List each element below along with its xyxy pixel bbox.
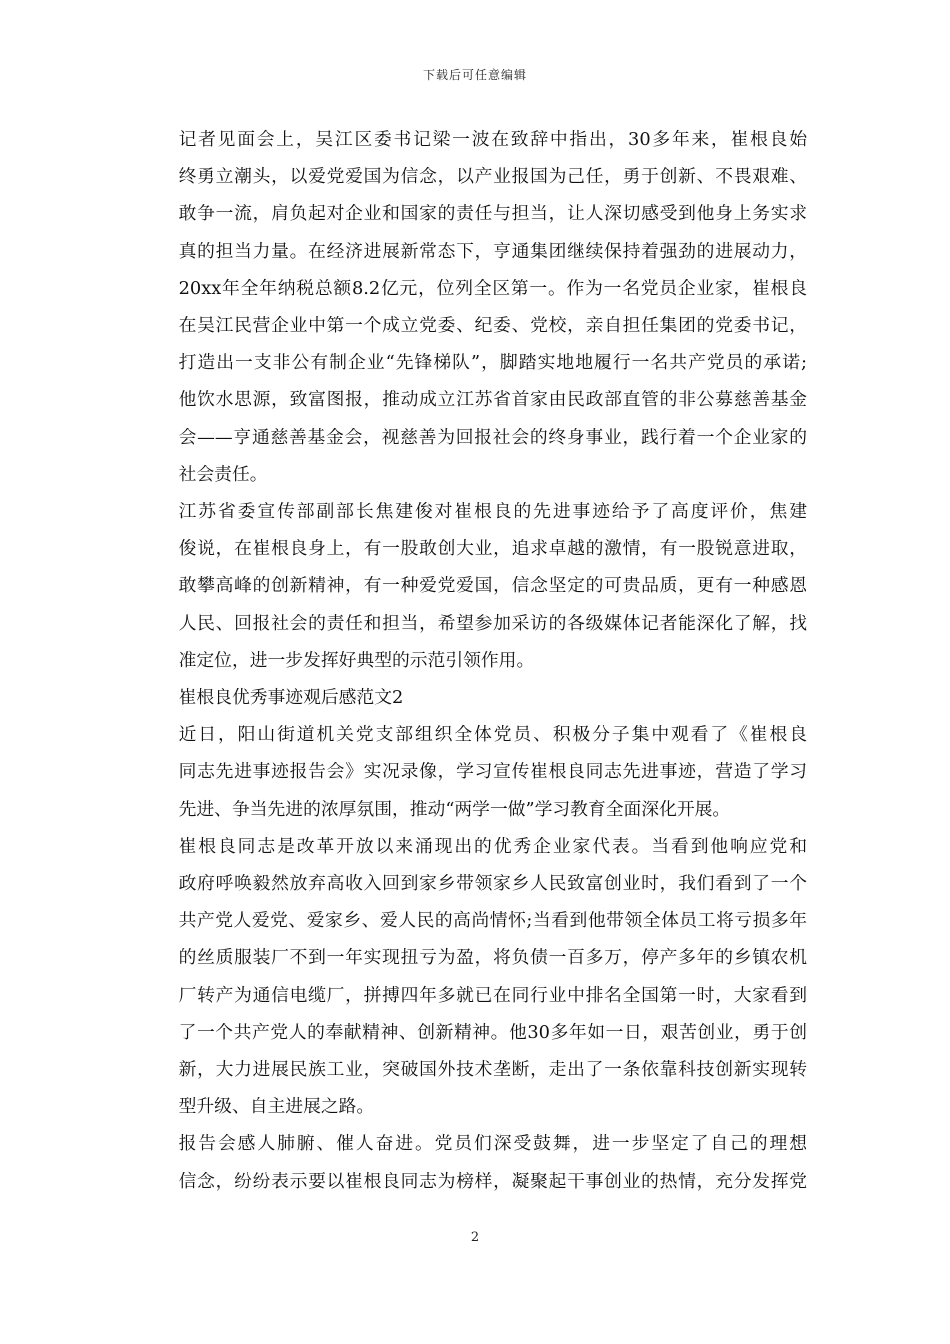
text-line: 打造出一支非公有制企业“先锋梯队”，脚踏实地地履行一名共产党员的承诺; — [178, 352, 807, 374]
section-heading — [143, 679, 807, 716]
text-line: 同志先进事迹报告会》实况录像，学习宣传崔根良同志先进事迹，营造了学习 — [178, 761, 807, 783]
text-line: 20xx年全年纳税总额8.2亿元，位列全区第一。作为一名党员企业家，崔根良 — [178, 277, 807, 299]
document-body — [143, 121, 807, 1200]
text-line: 人民、回报社会的责任和担当，希望参加采访的各级媒体记者能深化了解，找 — [178, 612, 807, 634]
text-line: 报告会感人肺腑、催人奋进。党员们深受鼓舞，进一步坚定了自己的理想 — [178, 1133, 807, 1155]
text-line: 了一个共产党人的奉献精神、创新精神。他30多年如一日，艰苦创业，勇于创 — [178, 1021, 807, 1043]
text-line: 终勇立潮头，以爱党爱国为信念，以产业报国为己任，勇于创新、不畏艰难、 — [178, 166, 807, 188]
text-line: 会——亨通慈善基金会，视慈善为回报社会的终身事业，践行着一个企业家的 — [178, 426, 807, 448]
text-line: 社会责任。 — [178, 463, 268, 485]
text-line: 真的担当力量。在经济进展新常态下，亨通集团继续保持着强劲的进展动力， — [178, 240, 807, 262]
text-line: 共产党人爱党、爱家乡、爱人民的高尚情怀;当看到他带领全体员工将亏损多年 — [178, 910, 807, 932]
text-line: 新，大力进展民族工业，突破国外技术垄断，走出了一条依靠科技创新实现转 — [178, 1059, 807, 1081]
text-line: 型升级、自主进展之路。 — [178, 1096, 375, 1118]
paragraph-1 — [143, 121, 807, 493]
paragraph-4 — [143, 828, 807, 1126]
text-line: 俊说，在崔根良身上，有一股敢创大业，追求卓越的激情，有一股锐意进取， — [178, 538, 807, 560]
text-line: 先进、争当先进的浓厚氛围，推动“两学一做”学习教育全面深化开展。 — [178, 798, 731, 820]
paragraph-5 — [143, 1125, 807, 1199]
text-line: 在吴江民营企业中第一个成立党委、纪委、党校，亲自担任集团的党委书记， — [178, 315, 807, 337]
text-line: 敢攀高峰的创新精神，有一种爱党爱国，信念坚定的可贵品质，更有一种感恩 — [178, 575, 807, 597]
paragraph-3 — [143, 716, 807, 828]
text-line: 江苏省委宣传部副部长焦建俊对崔根良的先进事迹给予了高度评价，焦建 — [178, 501, 807, 523]
text-line: 敢争一流，肩负起对企业和国家的责任与担当，让人深切感受到他身上务实求 — [178, 203, 807, 225]
text-line: 政府呼唤毅然放弃高收入回到家乡带领家乡人民致富创业时，我们看到了一个 — [178, 873, 807, 895]
paragraph-2 — [143, 493, 807, 679]
text-line: 崔根良同志是改革开放以来涌现出的优秀企业家代表。当看到他响应党和 — [178, 835, 807, 857]
heading-text: 崔根良优秀事迹观后感范文2 — [178, 687, 404, 709]
text-line: 近日，阳山街道机关党支部组织全体党员、积极分子集中观看了《崔根良 — [178, 724, 807, 746]
text-line: 信念，纷纷表示要以崔根良同志为榜样，凝聚起干事创业的热情，充分发挥党 — [178, 1170, 807, 1192]
text-line: 厂转产为通信电缆厂，拼搏四年多就已在同行业中排名全国第一时，大家看到 — [178, 984, 807, 1006]
page-header: 下载后可任意编辑 — [422, 68, 527, 82]
text-line: 他饮水思源，致富图报，推动成立江苏省首家由民政部直管的非公募慈善基金 — [178, 389, 807, 411]
text-line: 准定位，进一步发挥好典型的示范引领作用。 — [178, 649, 535, 671]
page-number: 2 — [470, 1230, 480, 1245]
text-line: 记者见面会上，吴江区委书记梁一波在致辞中指出，30多年来，崔根良始 — [178, 129, 807, 150]
text-line: 的丝质服装厂不到一年实现扭亏为盈，将负债一百多万，停产多年的乡镇农机 — [178, 947, 807, 969]
